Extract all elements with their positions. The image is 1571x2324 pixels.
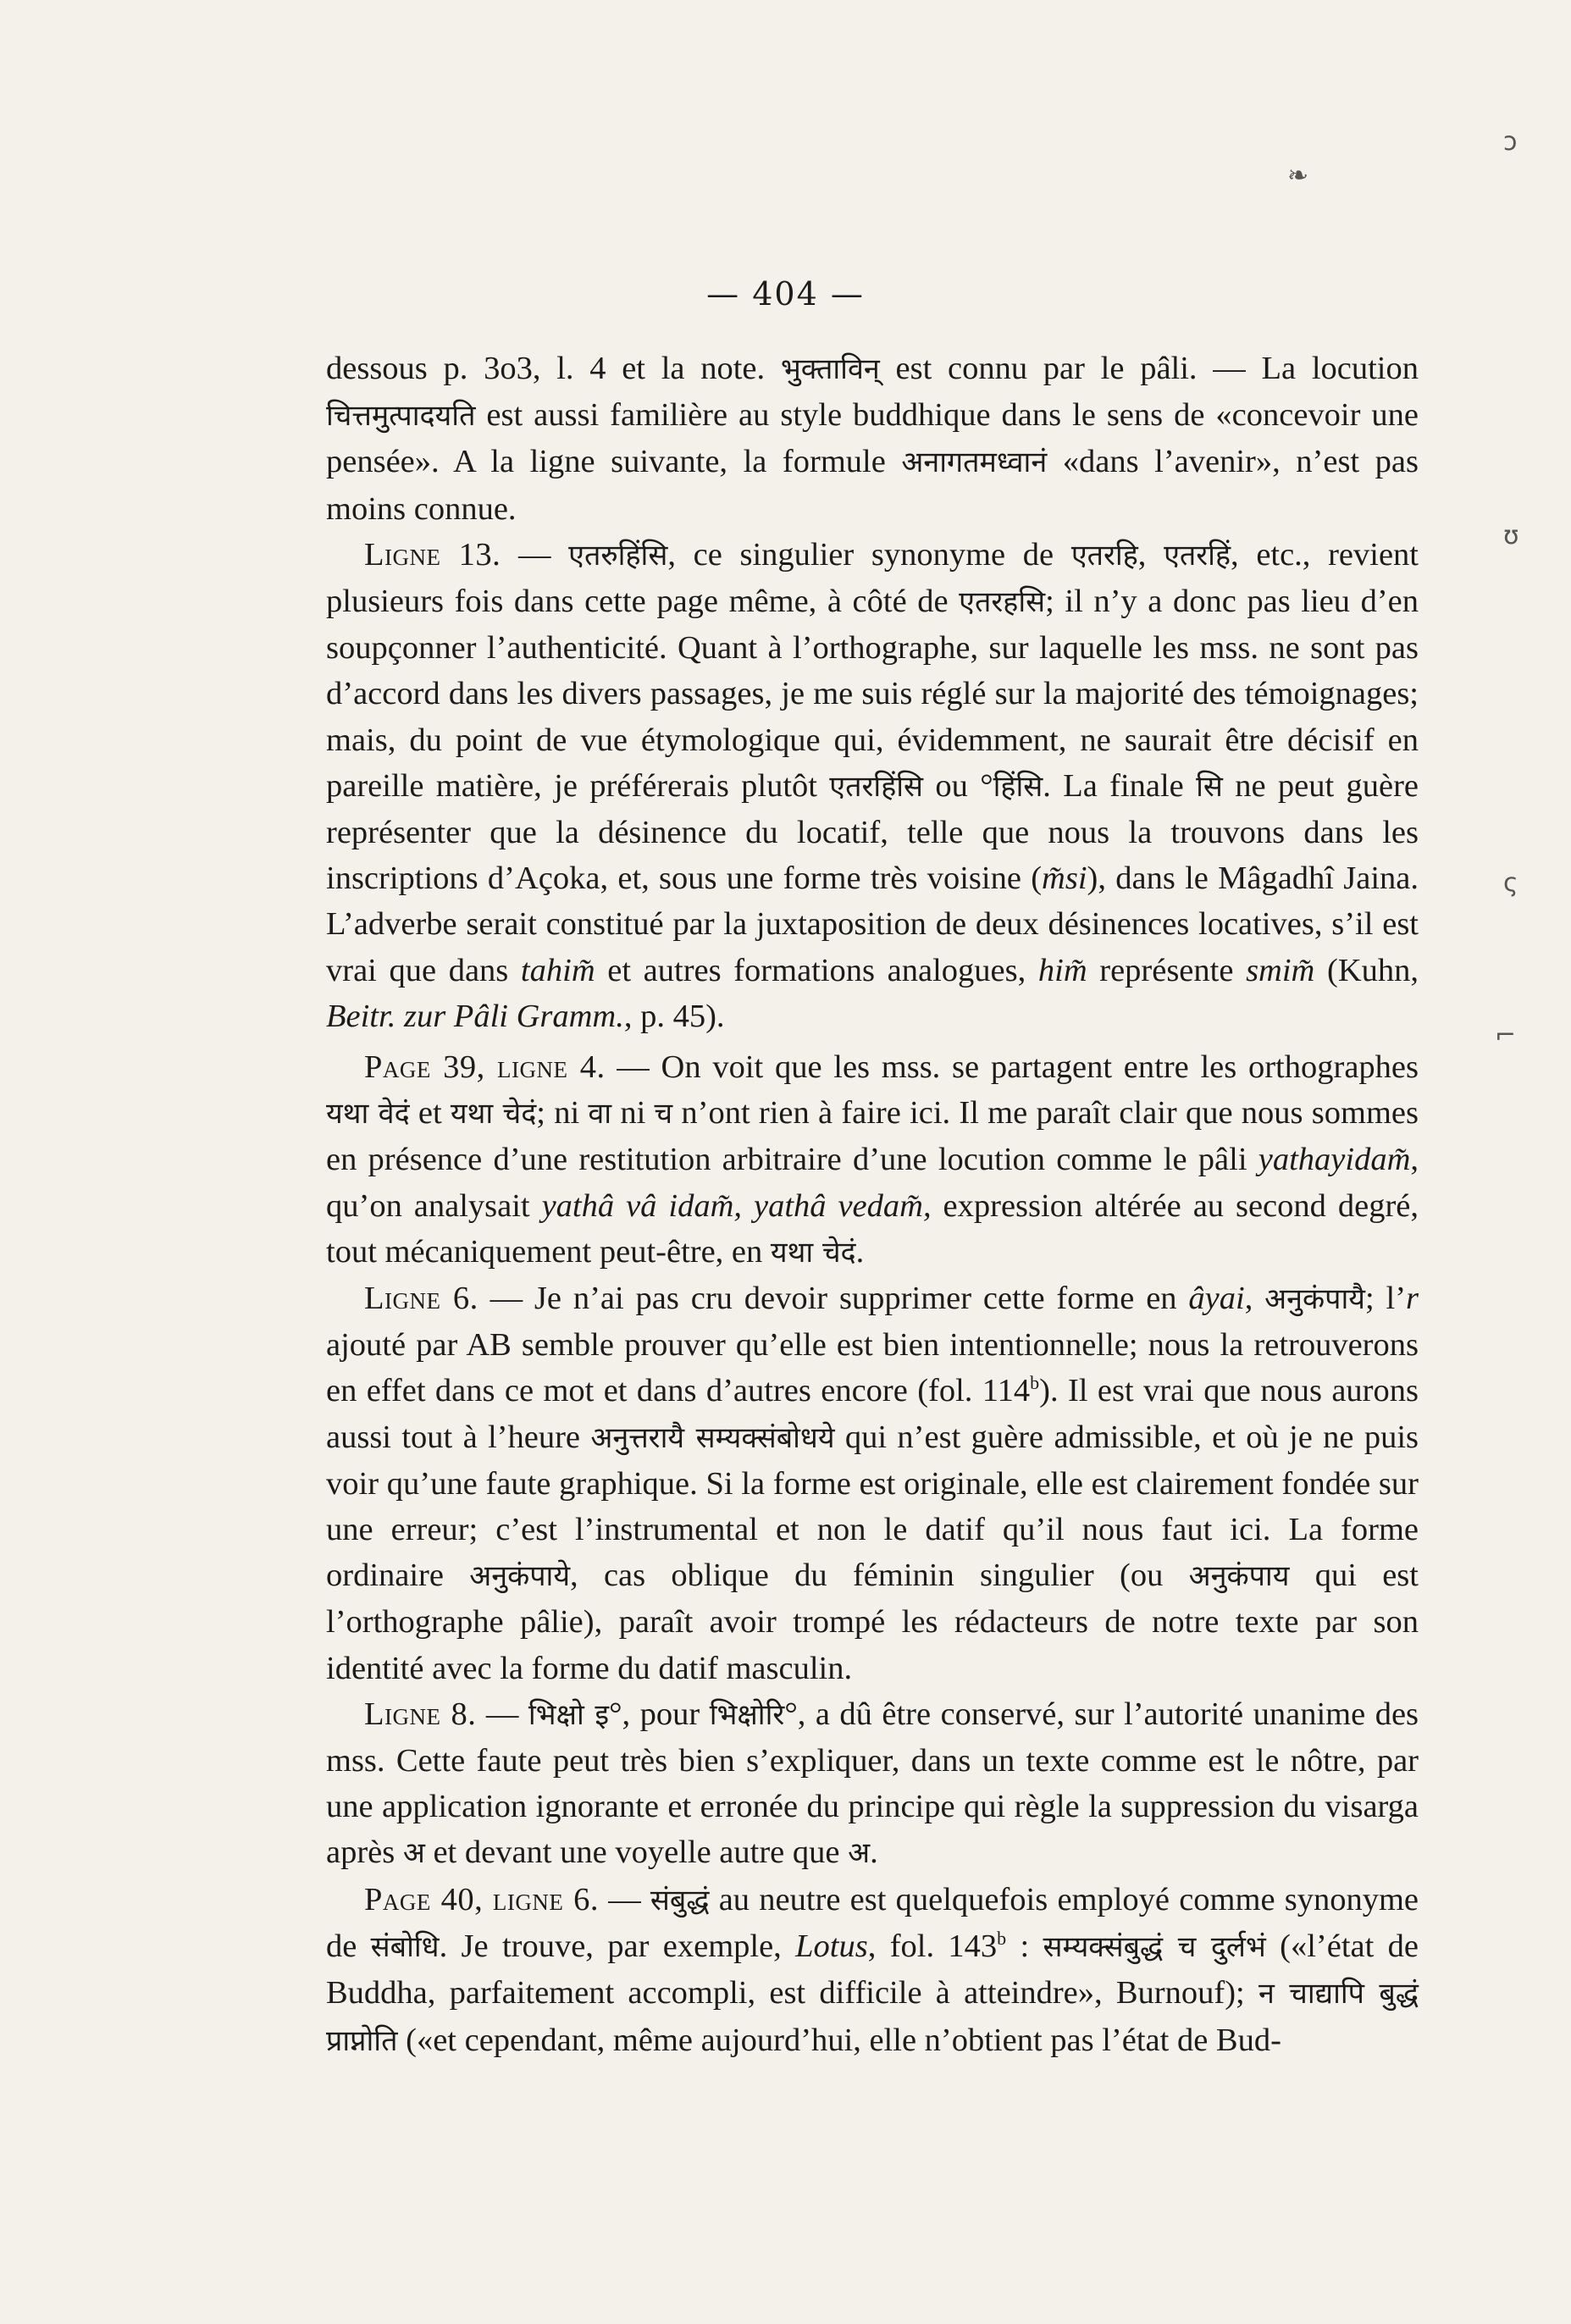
paragraph-2	[326, 532, 1419, 1039]
devanagari-term: एतरहसि	[959, 585, 1046, 620]
text-run: , cas oblique du féminin singulier (ou	[570, 1558, 1189, 1594]
paragraph-5	[326, 1691, 1419, 1877]
devanagari-term: न चाद्यापि बुद्धं प्राप्नोति	[326, 1977, 1419, 2058]
text-run: ,	[1244, 1281, 1265, 1317]
italic-term: Lotus	[795, 1928, 868, 1965]
text-run: qui est l’orthographe pâlie), paraît avoir trompé les rédacteurs de notre texte par son identité avec la forme du datif masculin.	[326, 1558, 1419, 1686]
devanagari-term: चित्तमुत्पादयति	[326, 399, 476, 434]
italic-term: yathâ vâ idam̃, yathâ vedam̃,	[541, 1187, 932, 1224]
devanagari-term: च	[654, 1097, 673, 1132]
text-run: ajouté par AB semble prouver qu’elle est bien intentionnelle; nous la retrouverons en effet dans ce mot et dans d’autres encore (fol. 114	[326, 1327, 1419, 1409]
devanagari-term: यथा वेदं	[326, 1097, 410, 1132]
text-run: . La finale	[1043, 767, 1197, 804]
devanagari-term: अ	[402, 1836, 425, 1871]
margin-mark: ↄ	[1503, 127, 1518, 157]
devanagari-term: यथा चेदं	[450, 1097, 537, 1132]
page-number: — 404 —	[706, 275, 865, 313]
text-run: et	[409, 1095, 451, 1132]
section-label: Page 39, ligne 4.	[364, 1049, 606, 1085]
margin-mark: ⌐	[1495, 1021, 1517, 1050]
devanagari-term: अनुकंपाये	[469, 1559, 571, 1594]
devanagari-term: वा	[588, 1097, 612, 1132]
text-run: —	[476, 1696, 528, 1732]
section-label: Ligne 8.	[364, 1696, 477, 1732]
text-run: ou °	[923, 767, 993, 804]
devanagari-term: एतरुहिंसि	[568, 538, 668, 573]
devanagari-term: यथा चेदं	[770, 1235, 856, 1270]
italic-term: tahim̃	[520, 952, 595, 988]
text-run: — On voit que les mss. se partagent entre les orthographes	[605, 1049, 1419, 1085]
devanagari-term: भिक्षोरि	[709, 1697, 785, 1732]
devanagari-term: अनुकंपायै	[1264, 1282, 1365, 1317]
paragraph-4	[326, 1275, 1419, 1691]
text-run: ; l’	[1364, 1281, 1407, 1317]
text-run: , qu’on analysait	[326, 1142, 1419, 1224]
section-label: Page 40, ligne 6.	[364, 1882, 599, 1917]
text-run: ne peut guère représenter que la désinence du locatif, telle que nous la trouvons dans les inscriptions d’Açoka, et, sous une forme très voisine (	[326, 767, 1419, 897]
superscript: b	[1030, 1372, 1040, 1394]
text-run: .	[870, 1834, 878, 1871]
italic-term: r	[1406, 1281, 1419, 1317]
italic-term: him̃	[1037, 952, 1087, 988]
superscript: b	[997, 1928, 1007, 1950]
devanagari-term: सि	[1196, 769, 1223, 804]
italic-term: smim̃	[1246, 952, 1315, 988]
text-run: et autres formations analogues,	[595, 952, 1038, 988]
devanagari-term: एतरहि	[1070, 538, 1138, 573]
text-run: ). Il est vrai que nous aurons aussi tout à l’heure	[326, 1373, 1419, 1455]
text-run: ; ni	[536, 1095, 589, 1132]
devanagari-term: संबोधि	[370, 1930, 440, 1965]
text-run: ,	[1137, 536, 1164, 573]
text-run: —	[599, 1882, 650, 1917]
text-run: , etc., revient plusieurs fois dans cette page même, à côté de	[326, 536, 1419, 620]
text-run: est connu par le pâli. — La locution	[879, 351, 1419, 386]
text-run: expression altérée au second degré, tout mécaniquement peut-être, en	[326, 1187, 1419, 1270]
paragraph-6	[326, 1877, 1419, 2064]
text-run: représente	[1087, 952, 1247, 988]
text-run: , ce singulier synonyme de	[667, 536, 1071, 573]
text-run: ; il n’y a donc pas lieu d’en soupçonner l’authenticité. Quant à l’orthographe, sur laquelle les mss. ne sont pas d’accord dans les divers passages, je me suis réglé sur la majorité des témoignages; mais, du point de vue étymologique qui, évidemment, ne saurait être décisif en pareille matière, je préférerais plutôt	[326, 584, 1419, 804]
text-run: est aussi familière au style buddhique dans le sens de «concevoir une pensée». A la ligne suivante, la formule	[326, 397, 1419, 480]
text-block-1	[326, 346, 1419, 1039]
text-run: et devant une voyelle autre que	[424, 1834, 849, 1871]
text-run: — Je n’ai pas cru devoir supprimer cette forme en	[478, 1281, 1189, 1317]
text-run: . Je trouve, par exemple,	[439, 1928, 796, 1965]
devanagari-term: अनुकंपाय	[1188, 1559, 1290, 1594]
text-run: —	[501, 536, 569, 573]
text-block-3	[326, 1877, 1419, 2064]
section-label: Ligne 13.	[364, 536, 501, 573]
text-run: dessous p. 3o3, l. 4 et la note.	[326, 351, 781, 386]
text-run: («et cependant, même aujourd’hui, elle n’obtient pas l’état de Bud-	[397, 2022, 1281, 2058]
text-run: au neutre est quelquefois employé comme synonyme de	[326, 1882, 1419, 1965]
devanagari-term: अनुत्तरायै सम्यक्संबोधये	[590, 1420, 835, 1455]
text-run: , p. 45).	[623, 998, 725, 1034]
devanagari-term: सम्यक्संबुद्धं च दुर्लभं	[1043, 1930, 1266, 1965]
text-run: ni	[611, 1095, 655, 1132]
devanagari-term: भुक्ताविन्	[780, 352, 880, 386]
text-run: «dans l’avenir», n’est pas moins connue.	[326, 444, 1419, 527]
devanagari-term: भिक्षो इ	[528, 1697, 610, 1732]
text-run: , fol. 143	[867, 1928, 998, 1965]
text-run: n’ont rien à faire ici. Il me paraît clair que nous sommes en présence d’une restitution arbitraire d’une locution comme le pâli	[326, 1095, 1419, 1178]
italic-term: âyai	[1188, 1281, 1245, 1317]
devanagari-term: एतरहिंसि	[829, 769, 924, 804]
margin-mark: ς	[1503, 868, 1518, 898]
devanagari-term: अनागतमध्वानं	[901, 445, 1048, 480]
devanagari-term: संबुद्धं	[650, 1884, 710, 1917]
text-run: qui n’est guère admissible, et où je ne puis voir qu’une faute graphique. Si la forme est originale, elle est clairement fondée sur une erreur; c’est l’instrumental et non le datif qu’il nous faut ici. La forme ordinaire	[326, 1419, 1419, 1594]
devanagari-term: अ	[848, 1836, 871, 1871]
paragraph-1	[326, 346, 1419, 532]
margin-mark: ʊ	[1503, 521, 1519, 551]
section-label: Ligne 6.	[364, 1281, 478, 1317]
paragraph-3	[326, 1044, 1419, 1275]
text-run: °, pour	[609, 1696, 710, 1732]
text-run: :	[1006, 1928, 1043, 1965]
italic-term: m̃si	[1042, 860, 1087, 897]
devanagari-term: हिंसि	[993, 769, 1043, 804]
text-run: (Kuhn,	[1314, 952, 1419, 988]
margin-mark: ❧	[1287, 161, 1309, 191]
text-run: ), dans le Mâgadhî Jaina. L’adverbe serait constitué par la juxtaposition de deux désinences locatives, s’il est vrai que dans	[326, 860, 1419, 988]
italic-term: yathayidam̃	[1258, 1142, 1411, 1178]
italic-term: Beitr. zur Pâli Gramm.	[326, 998, 624, 1034]
text-run: («l’état de Buddha, parfaitement accompli, est difficile à atteindre», Burnouf);	[326, 1928, 1419, 2011]
text-block-2	[326, 1044, 1419, 1877]
text-run: .	[855, 1233, 865, 1270]
devanagari-term: एतरहिं	[1164, 538, 1231, 573]
text-run: °, a dû être conservé, sur l’autorité unanime des mss. Cette faute peut très bien s’expliquer, dans un texte comme est le nôtre, par une application ignorante et erronée du principe qui règle la suppression du visarga après	[326, 1696, 1419, 1871]
